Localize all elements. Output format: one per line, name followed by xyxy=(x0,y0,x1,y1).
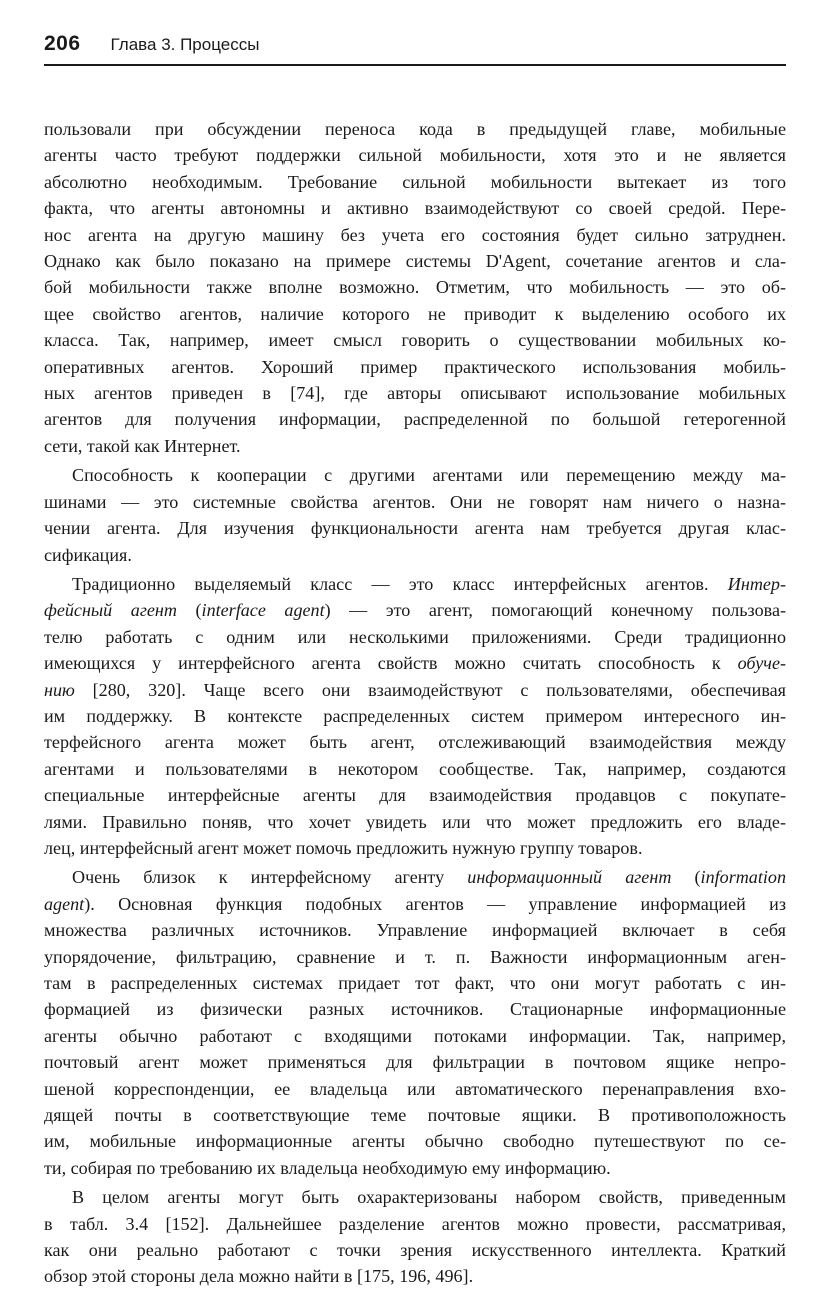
text-run: терфейсного агента может быть агент, отслеживающий взаимодействия между xyxy=(44,732,786,753)
text-run: [280, 320]. Чаще всего они взаимодействуют с пользователями, обеспечивая xyxy=(74,679,786,700)
page-number: 206 xyxy=(44,32,81,55)
italic-term: Интер- xyxy=(727,573,786,594)
text-run: там в распределенных системах придает тот факт, что они могут работать с ин- xyxy=(44,973,786,993)
text-line xyxy=(44,222,786,248)
text-run: Однако как было показано на примере системы D'Agent, сочетание агентов и сла- xyxy=(44,251,786,272)
text-run: ( xyxy=(671,867,701,888)
text-run: Очень близок к интерфейсному агенту xyxy=(72,867,468,888)
text-line xyxy=(44,116,786,142)
text-run: факта, что агенты автономны и активно взаимодействуют со своей средой. Пере- xyxy=(44,198,786,219)
text-run: агенты обычно работают с входящими потоками информации. Так, например, xyxy=(44,1025,786,1046)
text-run: бой мобильности также вполне возможно. Отметим, что мобильность — это об- xyxy=(44,277,786,298)
text-run: телю работать с одним или несколькими приложениями. Среди традиционно xyxy=(44,626,786,647)
text-run: нос агента на другую машину без учета его состояния будет сильно затруднен. xyxy=(44,224,786,245)
text-line xyxy=(44,169,786,195)
italic-term: фейсный агент xyxy=(44,600,177,621)
text-line xyxy=(44,489,786,515)
text-run: щее свойство агентов, наличие которого не приводит к выделению особого их xyxy=(44,303,786,324)
text-run: ( xyxy=(176,600,202,621)
text-line xyxy=(44,248,786,274)
text-run: специальные интерфейсные агенты для взаимодействия продавцов с покупате- xyxy=(44,785,786,806)
text-line xyxy=(44,1237,786,1263)
text-line xyxy=(44,433,786,459)
text-line xyxy=(44,1049,786,1075)
text-run: дящей почты в соответствующие теме почтовые ящики. В противоположность xyxy=(44,1105,786,1126)
body-text xyxy=(44,116,786,1290)
text-run: в табл. 3.4 [152]. Дальнейшее разделение агентов можно провести, рассматривая, xyxy=(44,1213,786,1234)
text-run: агенты часто требуют поддержки сильной мобильности, хотя это и не является xyxy=(44,145,786,166)
text-line xyxy=(44,462,786,488)
text-line xyxy=(44,542,786,568)
text-line xyxy=(44,327,786,353)
text-line xyxy=(44,1184,786,1210)
text-run: агентами и пользователями в некотором сообществе. Так, например, создаются xyxy=(44,758,786,779)
text-run: шеной корреспонденции, ее владельца или автоматического перенаправления вхо- xyxy=(44,1078,786,1099)
text-run: Способность к кооперации с другими агентами или перемещению между ма- xyxy=(72,465,786,486)
text-run: класса. Так, например, имеет смысл говорить о существовании мобильных ко- xyxy=(44,330,786,351)
text-line xyxy=(44,917,786,943)
text-line xyxy=(44,624,786,650)
text-run: В целом агенты могут быть охарактеризованы набором свойств, приведенным xyxy=(72,1187,786,1208)
text-line xyxy=(44,1076,786,1102)
text-run: оперативных агентов. Хороший пример практического использования мобиль- xyxy=(44,356,786,377)
running-header xyxy=(44,32,786,66)
text-line xyxy=(44,835,786,861)
chapter-title: Глава 3. Процессы xyxy=(110,35,260,54)
text-run: ) — это агент, помогающий конечному пользова- xyxy=(324,600,787,621)
italic-term: обуче- xyxy=(737,653,786,674)
text-run: чении агента. Для изучения функциональности агента нам требуется другая клас- xyxy=(44,518,786,539)
text-line xyxy=(44,970,786,996)
text-run: пользовали при обсуждении переноса кода в предыдущей главе, мобильные xyxy=(44,119,786,139)
text-run: абсолютно необходимым. Требование сильной мобильности вытекает из того xyxy=(44,171,786,192)
text-run: ). Основная функция подобных агентов — управление информацией из xyxy=(84,893,786,914)
text-run: имеющихся у интерфейсного агента свойств можно считать способность к xyxy=(44,653,738,674)
paragraph xyxy=(44,864,786,1181)
text-line xyxy=(44,274,786,300)
text-line xyxy=(44,677,786,703)
text-run: почтовый агент может применяться для фильтрации в почтовом ящике непро- xyxy=(44,1052,786,1073)
text-line xyxy=(44,1211,786,1237)
text-line xyxy=(44,1155,786,1181)
text-line xyxy=(44,301,786,327)
text-line xyxy=(44,142,786,168)
text-line xyxy=(44,571,786,597)
text-line xyxy=(44,597,786,623)
italic-term: interface agent xyxy=(201,600,325,621)
text-line xyxy=(44,703,786,729)
text-run: им поддержку. В контексте распределенных систем примером интересного ин- xyxy=(44,705,786,726)
book-page xyxy=(44,32,786,1290)
text-run: Традиционно выделяемый класс — это класс интерфейсных агентов. xyxy=(72,573,728,594)
text-run: агентов для получения информации, распределенной по большой гетерогенной xyxy=(44,409,786,430)
text-line xyxy=(44,891,786,917)
paragraph xyxy=(44,462,786,568)
text-run: формацией из физически разных источников. Стационарные информационные xyxy=(44,999,786,1020)
text-line xyxy=(44,782,786,808)
text-line xyxy=(44,354,786,380)
italic-term: нию xyxy=(44,679,75,700)
paragraph xyxy=(44,1184,786,1290)
italic-term: agent xyxy=(44,893,85,914)
italic-term: информационный агент xyxy=(467,867,672,888)
text-run: лями. Правильно поняв, что хочет увидеть или что может предложить его владе- xyxy=(44,811,786,832)
text-run: как они реально работают с точки зрения искусственного интеллекта. Краткий xyxy=(44,1240,786,1261)
text-run: ти, собирая по требованию их владельца необходимую ему информацию. xyxy=(44,1157,611,1178)
text-line xyxy=(44,996,786,1022)
italic-term: information xyxy=(700,867,786,888)
text-line xyxy=(44,1263,786,1289)
text-run: сети, такой как Интернет. xyxy=(44,435,241,456)
paragraph xyxy=(44,116,786,459)
paragraph xyxy=(44,571,786,861)
text-line xyxy=(44,1023,786,1049)
text-run: ных агентов приведен в [74], где авторы описывают использование мобильных xyxy=(44,383,786,404)
text-line xyxy=(44,864,786,890)
text-run: сификация. xyxy=(44,544,132,565)
text-line xyxy=(44,756,786,782)
text-line xyxy=(44,195,786,221)
text-run: им, мобильные информационные агенты обычно свободно путешествуют по се- xyxy=(44,1131,786,1152)
text-run: шинами — это системные свойства агентов. Они не говорят нам ничего о назна- xyxy=(44,491,786,512)
text-line xyxy=(44,380,786,406)
text-line xyxy=(44,515,786,541)
text-line xyxy=(44,406,786,432)
text-run: множества различных источников. Управление информацией включает в себя xyxy=(44,920,786,941)
text-run: обзор этой стороны дела можно найти в [175, 196, 496]. xyxy=(44,1266,474,1287)
text-run: упорядочение, фильтрацию, сравнение и т. п. Важности информационным аген- xyxy=(44,946,786,967)
text-line xyxy=(44,1102,786,1128)
text-line xyxy=(44,809,786,835)
text-line xyxy=(44,729,786,755)
text-run: лец, интерфейсный агент может помочь предложить нужную группу товаров. xyxy=(44,837,643,858)
text-line xyxy=(44,944,786,970)
text-line xyxy=(44,1128,786,1154)
text-line xyxy=(44,650,786,676)
